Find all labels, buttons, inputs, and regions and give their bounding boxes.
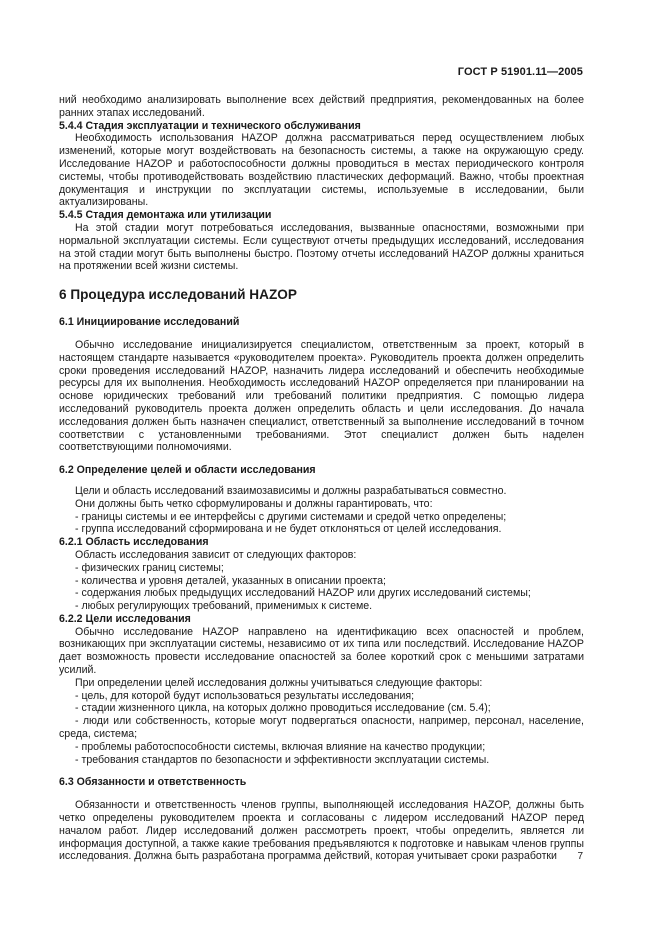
- paragraph-continuation: ний необходимо анализировать выполнение всех действий предприятия, рекомендованных на более ранних этапах исследований.: [59, 94, 584, 119]
- paragraph-6-2-a: Цели и область исследований взаимозависимы и должны разрабатываться совместно.: [75, 484, 507, 497]
- document-id-header: ГОСТ Р 51901.11—2005: [457, 66, 583, 78]
- heading-section-6: 6 Процедура исследований HAZOP: [59, 287, 297, 303]
- list-item: - количества и уровня деталей, указанных в описании проекта;: [75, 574, 386, 587]
- heading-6-2-1: 6.2.1 Область исследования: [59, 536, 209, 549]
- paragraph-5-4-4: Необходимость использования HAZOP должна рассматриваться перед осуществлением любых изменений, которые могут воздействовать на безопасность системы, а также на окружающую среду. Исследование HAZOP и работоспособности должны проводиться в местах периодического контроля системы, чтобы противодействовать воздействию пластических деформаций. Важно, чтобы проектная документация и инструкции по эксплуатации системы, используемые в исследовании, были актуализированы.: [59, 132, 584, 209]
- list-item: - группа исследований сформирована и не будет отклоняться от целей исследования.: [75, 523, 502, 536]
- heading-6-1: 6.1 Инициирование исследований: [59, 316, 240, 329]
- heading-6-2-2: 6.2.2 Цели исследования: [59, 612, 191, 625]
- list-item: - цель, для которой будут использоваться результаты исследования;: [75, 689, 415, 702]
- document-body: [59, 94, 584, 863]
- paragraph-6-2-2-b: При определении целей исследования должны учитываться следующие факторы:: [75, 676, 483, 689]
- paragraph-6-2-b: Они должны быть четко сформулированы и должны гарантировать, что:: [75, 497, 433, 510]
- heading-5-4-4: 5.4.4 Стадия эксплуатации и технического обслуживания: [59, 119, 361, 132]
- list-item: - содержания любых предыдущих исследований HAZOP или других исследований системы;: [75, 587, 531, 600]
- list-item: - стадии жизненного цикла, на которых должно проводиться исследование (см. 5.4);: [75, 702, 491, 715]
- heading-6-2: 6.2 Определение целей и области исследования: [59, 464, 316, 477]
- paragraph-6-1: Обычно исследование инициализируется специалистом, ответственным за проект, который в настоящем стандарте называется «руководителем проекта». Руководитель проекта должен определить сроки проведения исследований HAZOP, назначить лидера исследований и обеспечить необходимые ресурсы для их выполнения. Необходимость исследований HAZOP определяется при планировании на основе юридических требований или требований политики предприятия. С помощью лидера исследований руководитель проекта должен определить область и цели исследования. До начала исследования должен быть назначен специалист, ответственный за выполнение исследований в точном соответствии с установленными требованиями. Этот специалист должен быть наделен соответствующими полномочиями.: [59, 338, 584, 454]
- paragraph-6-2-2-a: Обычно исследование HAZOP направлено на идентификацию всех опасностей и проблем, возникающих при эксплуатации системы, независимо от их типа или последствий. Исследование HAZOP дает возможность провести исследование опасностей за более короткий срок с меньшими затратами усилий.: [59, 625, 584, 677]
- list-item: - требования стандартов по безопасности и эффективности эксплуатации системы.: [75, 753, 490, 766]
- heading-6-3: 6.3 Обязанности и ответственность: [59, 776, 247, 789]
- paragraph-6-3: Обязанности и ответственность членов группы, выполняющей исследования HAZOP, должны быть четко определены руководителем проекта и согласованы с лидером исследований HAZOP перед началом работ. Лидер исследований должен рассмотреть проект, чтобы определить, является ли информация доступной, а также какие требования предъявляются к подготовке и навыкам членов группы исследования. Должна быть разработана программа действий, которая учитывает сроки разработки: [59, 799, 584, 863]
- paragraph-5-4-5: На этой стадии могут потребоваться исследования, вызванные опасностями, возможными при нормальной эксплуатации системы. Если существуют отчеты предыдущих исследований, исследования на этой стадии могут быть выполнены быстро. Поэтому отчеты исследований HAZOP должны храниться на протяжении всей жизни системы.: [59, 221, 584, 273]
- list-item: - проблемы работоспособности системы, включая влияние на качество продукции;: [75, 740, 486, 753]
- list-item: - физических границ системы;: [75, 561, 224, 574]
- list-item: - люди или собственность, которые могут подвергаться опасности, например, персонал, население, среда, система;: [59, 715, 584, 741]
- heading-5-4-5: 5.4.5 Стадия демонтажа или утилизации: [59, 209, 272, 222]
- paragraph-6-2-1: Область исследования зависит от следующих факторов:: [75, 548, 357, 561]
- list-item: - границы системы и ее интерфейсы с другими системами и средой четко определены;: [75, 510, 507, 523]
- list-item: - любых регулирующих требований, применимых к системе.: [75, 600, 373, 613]
- page-number: 7: [577, 851, 583, 862]
